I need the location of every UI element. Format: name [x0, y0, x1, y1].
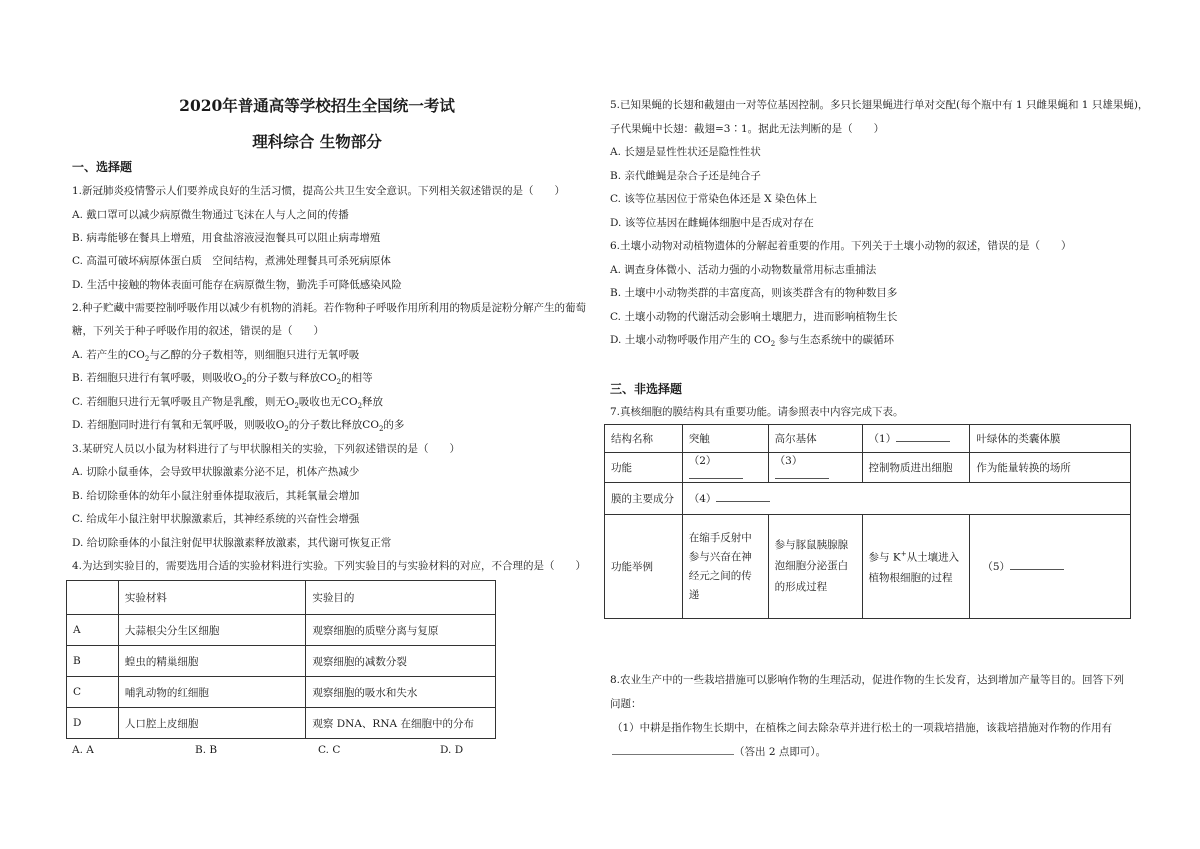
q3-option-a: A. 切除小鼠垂体，会导致甲状腺激素分泌不足，机体产热减少 [72, 466, 360, 478]
q6-option-a: A. 调查身体微小、活动力强的小动物数量常用标志重捕法 [610, 264, 877, 276]
answer-blank [612, 744, 734, 755]
section-nonchoice-heading: 三、非选择题 [610, 382, 683, 396]
q8-part1-answer: （答出 2 点即可）。 [612, 744, 826, 759]
q4-stem: 4.为达到实验目的，需要选用合适的实验材料进行实验。下列实验目的与实验材料的对应，不合理的是（ ） [72, 560, 587, 572]
q8-stem-line2: 问题： [610, 698, 642, 710]
q6-stem: 6.土壤小动物对动植物遗体的分解起着重要的作用。下列关于土壤小动物的叙述，错误的是（ ） [610, 240, 1072, 252]
q3-option-d: D. 给切除垂体的小鼠注射促甲状腺激素释放激素，其代谢可恢复正常 [72, 537, 392, 549]
q4-option-c: C. C [318, 744, 341, 756]
table-row [605, 515, 1131, 619]
q7-r4-synapse-example: 在缩手反射中 参与兴奋在神 经元之间的传 递 [682, 515, 768, 619]
q2-option-c: C. 若细胞只进行无氧呼吸且产物是乳酸，则无$O_2$吸收也无$CO_2$释放 [72, 396, 384, 411]
q8-stem-line1: 8.农业生产中的一些栽培措施可以影响作物的生理活动，促进作物的生长发育，达到增加产量等目的。回答下列 [610, 674, 1125, 686]
q6-option-c: C. 土壤小动物的代谢活动会影响土壤肥力，进而影响植物生长 [610, 311, 898, 323]
q4-row-purpose: 观察细胞的减数分裂 [306, 646, 496, 677]
q4-row-key: D [67, 708, 119, 739]
q7-table [604, 424, 1131, 619]
q7-r4-golgi-example: 参与豚鼠胰腺腺 泡细胞分泌蛋白 的形成过程 [768, 515, 862, 619]
exam-title: 2020年普通高等学校招生全国统一考试 [179, 96, 455, 115]
q6-option-b: B. 土壤中小动物类群的丰富度高，则该类群含有的物种数目多 [610, 287, 898, 299]
q5-option-d: D. 该等位基因在雌蝇体细胞中是否成对存在 [610, 217, 814, 229]
q7-r4-potassium-example: 参与 K+从土壤进入 植物根细胞的过程 [862, 515, 970, 619]
q5-option-c: C. 该等位基因位于常染色体还是 X 染色体上 [610, 193, 817, 205]
q1-option-d: D. 生活中接触的物体表面可能存在病原微生物，勤洗手可降低感染风险 [72, 279, 402, 291]
q7-r2-control: 控制物质进出细胞 [862, 453, 970, 483]
q1-stem: 1.新冠肺炎疫情警示人们要养成良好的生活习惯，提高公共卫生安全意识。下列相关叙述错误的是（ ） [72, 185, 566, 197]
answer-blank [896, 431, 950, 442]
q3-option-b: B. 给切除垂体的幼年小鼠注射垂体提取液后，其耗氧量会增加 [72, 490, 360, 502]
q2-stem-line1: 2.种子贮藏中需要控制呼吸作用以减少有机物的消耗。若作物种子呼吸作用所利用的物质是淀粉分解产生的葡萄 [72, 302, 587, 314]
q4-table [66, 580, 496, 739]
q2-option-a: A. 若产生的$CO_2$与乙醇的分子数相等，则细胞只进行无氧呼吸 [72, 349, 360, 364]
q7-r1-synapse: 突触 [682, 425, 768, 453]
q4-option-b: B. B [195, 744, 218, 756]
q1-option-b: B. 病毒能够在餐具上增殖，用食盐溶液浸泡餐具可以阻止病毒增殖 [72, 232, 381, 244]
answer-blank [1010, 559, 1064, 570]
q4-header-blank [67, 581, 119, 615]
q7-r2-blank2: （2） [682, 453, 768, 483]
q4-row-material: 哺乳动物的红细胞 [118, 677, 306, 708]
q4-row-purpose: 观察细胞的吸水和失水 [306, 677, 496, 708]
q4-table-header [67, 581, 496, 615]
q1-option-a: A. 戴口罩可以减少病原微生物通过飞沫在人与人之间的传播 [72, 209, 349, 221]
q7-r2-energy: 作为能量转换的场所 [970, 453, 1131, 483]
q4-row-purpose: 观察细胞的质壁分离与复原 [306, 615, 496, 646]
table-row [67, 708, 496, 739]
q4-header-purpose: 实验目的 [306, 581, 496, 615]
q2-stem-line2: 糖，下列关于种子呼吸作用的叙述，错误的是（ ） [72, 325, 324, 337]
q3-option-c: C. 给成年小鼠注射甲状腺激素后，其神经系统的兴奋性会增强 [72, 513, 360, 525]
q4-header-material: 实验材料 [118, 581, 306, 615]
answer-blank [716, 491, 770, 502]
q4-option-a: A. A [72, 744, 94, 756]
q7-r3-blank4: （4） [682, 483, 1130, 515]
q4-row-key: B [67, 646, 119, 677]
q2-option-d: D. 若细胞同时进行有氧和无氧呼吸，则吸收$O_2$的分子数比释放$CO_2$的多 [72, 419, 405, 434]
answer-blank [775, 468, 829, 479]
q5-stem-line2: 子代果蝇中长翅：截翅=3∶1。据此无法判断的是（ ） [610, 123, 885, 135]
q2-option-b: B. 若细胞只进行有氧呼吸，则吸收$O_2$的分子数与释放$CO_2$的相等 [72, 372, 373, 387]
answer-blank [689, 468, 743, 479]
q7-r2-blank3: （3） [768, 453, 862, 483]
q4-row-purpose: 观察 DNA、RNA 在细胞中的分布 [306, 708, 496, 739]
q4-row-material: 大蒜根尖分生区细胞 [118, 615, 306, 646]
table-row [605, 453, 1131, 483]
q8-part1: （1）中耕是指作物生长期中，在植株之间去除杂草并进行松土的一项栽培措施，该栽培措施对作物的作用有 [612, 722, 1113, 734]
q4-option-d: D. D [440, 744, 464, 756]
exam-subtitle: 理科综合 生物部分 [252, 132, 382, 151]
table-row [605, 483, 1131, 515]
q7-r1-blank1: （1） [862, 425, 970, 453]
q7-stem: 7.真核细胞的膜结构具有重要功能。请参照表中内容完成下表。 [610, 406, 904, 418]
q7-r2-label: 功能 [605, 453, 683, 483]
q7-r1-label: 结构名称 [605, 425, 683, 453]
q5-option-a: A. 长翅是显性性状还是隐性性状 [610, 146, 761, 158]
q7-r1-golgi: 高尔基体 [768, 425, 862, 453]
q4-row-key: C [67, 677, 119, 708]
q7-r4-label: 功能举例 [605, 515, 683, 619]
table-row [67, 646, 496, 677]
table-row [67, 677, 496, 708]
table-row [605, 425, 1131, 453]
section-choice-heading: 一、选择题 [72, 160, 133, 174]
q4-row-material: 蝗虫的精巢细胞 [118, 646, 306, 677]
q1-option-c: C. 高温可破坏病原体蛋白质 空间结构，煮沸处理餐具可杀死病原体 [72, 255, 391, 267]
table-row [67, 615, 496, 646]
q6-option-d: D. 土壤小动物呼吸作用产生的 $CO_2$ 参与生态系统中的碳循环 [610, 334, 895, 349]
q5-option-b: B. 亲代雌蝇是杂合子还是纯合子 [610, 170, 761, 182]
q4-row-material: 人口腔上皮细胞 [118, 708, 306, 739]
q5-stem-line1: 5.已知果蝇的长翅和截翅由一对等位基因控制。多只长翅果蝇进行单对交配(每个瓶中有 1 只雌果蝇和 1 只雄果蝇)， [610, 99, 1149, 111]
q7-r1-thylakoid: 叶绿体的类囊体膜 [970, 425, 1131, 453]
q3-stem: 3.某研究人员以小鼠为材料进行了与甲状腺相关的实验，下列叙述错误的是（ ） [72, 443, 461, 455]
q7-r4-blank5: （5） [970, 515, 1131, 619]
q4-row-key: A [67, 615, 119, 646]
q7-r3-label: 膜的主要成分 [605, 483, 683, 515]
